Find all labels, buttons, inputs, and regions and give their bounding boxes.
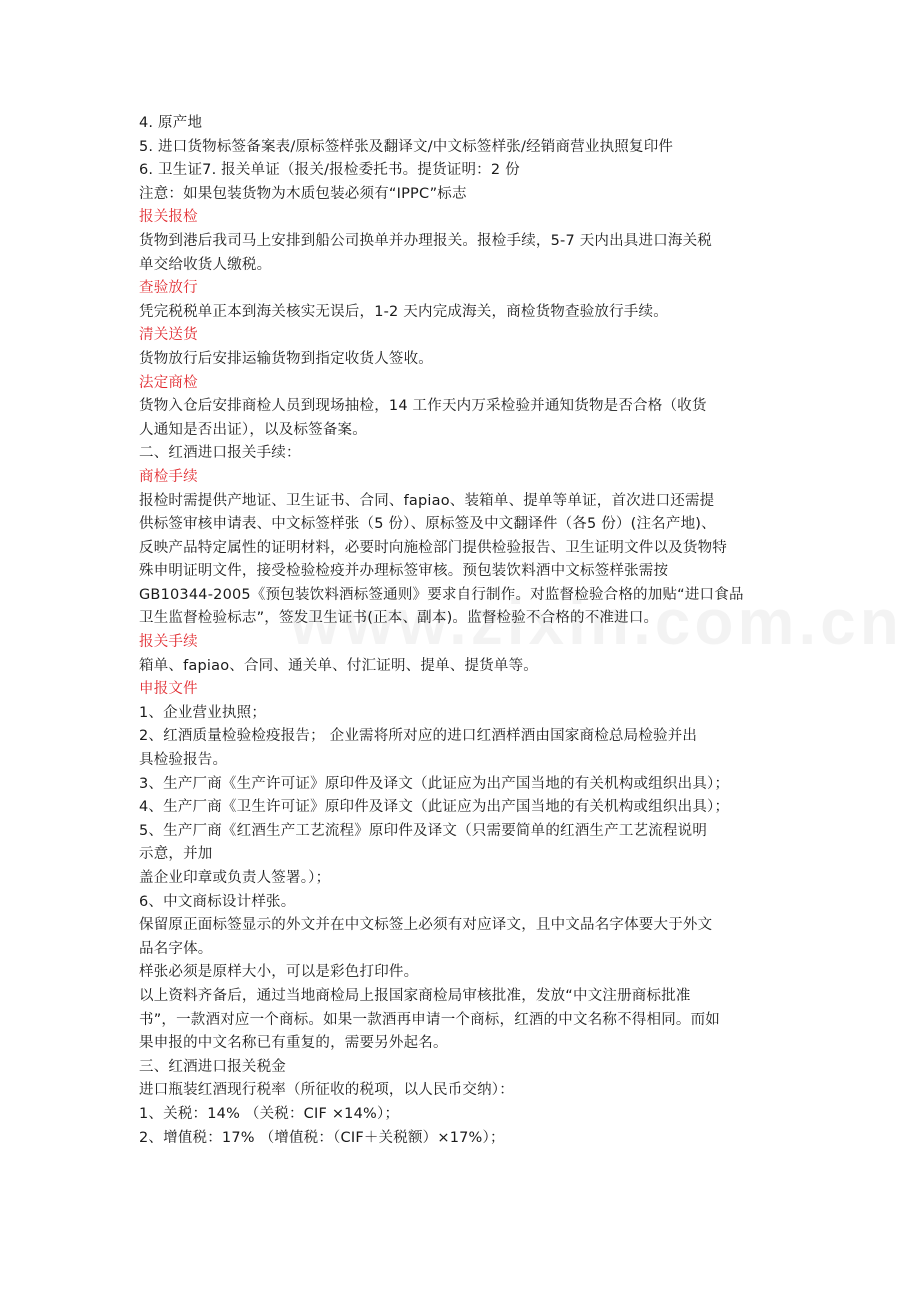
text-line: 样张必须是原样大小，可以是彩色打印件。 [139,964,419,981]
text-line: 注意：如果包装货物为木质包装必须有“IPPC”标志 [139,185,467,202]
section-heading: 报关报检 [139,209,198,226]
section-heading: 商检手续 [139,468,198,485]
text-line: 反映产品特定属性的证明材料，必要时向施检部门提供检验报告、卫生证明文件以及货物特 [139,539,727,556]
text-line: 6、中文商标设计样张。 [139,893,296,910]
text-line: 书”，一款酒对应一个商标。如果一款酒再申请一个商标，红酒的中文名称不得相同。而如 [139,1011,721,1028]
text-line: 具检验报告。 [139,752,228,769]
text-line: 5、生产厂商《红酒生产工艺流程》原印件及译文（只需要简单的红酒生产工艺流程说明 [139,822,708,839]
section-heading: 申报文件 [139,681,198,698]
text-line: GB10344-2005《预包装饮料酒标签通则》要求自行制作。对监督检验合格的加贴“进口食品 [139,586,744,603]
text-line: 供标签审核申请表、中文标签样张（5 份）、原标签及中文翻译件（各5 份）(注名产地)、 [139,516,716,533]
text-line: 5. 进口货物标签备案表/原标签样张及翻译文/中文标签样张/经销商营业执照复印件 [139,138,674,155]
text-line: 箱单、fapiao、合同、通关单、付汇证明、提单、提货单等。 [139,657,538,674]
text-line: 货物放行后安排运输货物到指定收货人签收。 [139,350,433,367]
text-line: 三、红酒进口报关税金 [139,1058,286,1075]
text-line: 2、红酒质量检验检疫报告； 企业需将所对应的进口红酒样酒由国家商检总局检验并出 [139,728,698,745]
text-line: 2、增值税：17% （增值税：（CIF＋关税额）×17%）； [139,1129,505,1146]
text-line: 盖企业印章或负责人签署。）； [139,870,331,886]
text-line: 4、生产厂商《卫生许可证》原印件及译文（此证应为出产国当地的有关机构或组织出具）； [139,799,730,816]
text-line: 1、关税：14% （关税：CIF ×14%）； [139,1105,400,1122]
text-line: 4. 原产地 [139,115,203,131]
text-line: 卫生监督检验标志”，签发卫生证书(正本、副本)。监督检验不合格的不准进口。 [139,610,659,627]
text-line: 二、红酒进口报关手续： [139,445,301,462]
text-line: 货物入仓后安排商检人员到现场抽检，14 工作天内万采检验并通知货物是否合格（收货 [139,398,707,415]
text-line: 以上资料齐备后，通过当地商检局上报国家商检局审核批准，发放“中文注册商标批准 [139,987,691,1004]
section-heading: 清关送货 [139,327,198,344]
text-line: 6. 卫生证7. 报关单证（报关/报检委托书。提货证明：2 份 [139,162,520,179]
text-line: 进口瓶装红酒现行税率（所征收的税项，以人民币交纳）： [139,1082,514,1099]
section-heading: 法定商检 [139,374,198,391]
document-body [139,112,789,1150]
text-line: 示意，并加 [139,846,213,863]
section-heading: 查验放行 [139,280,198,297]
text-line: 果申报的中文名称已有重复的，需要另外起名。 [139,1035,448,1052]
text-line: 保留原正面标签显示的外文并在中文标签上必须有对应译文，且中文品名字体要大于外文 [139,917,713,934]
text-line: 报检时需提供产地证、卫生证书、合同、fapiao、装箱单、提单等单证，首次进口还需提 [139,492,715,509]
text-line: 货物到港后我司马上安排到船公司换单并办理报关。报检手续，5-7 天内出具进口海关税 [139,232,712,249]
section-heading: 报关手续 [139,634,198,651]
text-line: 凭完税税单正本到海关核实无误后，1-2 天内完成海关，商检货物查验放行手续。 [139,303,668,320]
text-line: 3、生产厂商《生产许可证》原印件及译文（此证应为出产国当地的有关机构或组织出具）； [139,775,730,792]
text-line: 殊申明证明文件，接受检验检疫并办理标签审核。预包装饮料酒中文标签样张需按 [139,563,669,580]
text-line: 人通知是否出证），以及标签备案。 [139,421,367,438]
text-line: 单交给收货人缴税。 [139,256,272,273]
text-line: 1、企业营业执照； [139,704,267,721]
text-line: 品名字体。 [139,940,213,957]
